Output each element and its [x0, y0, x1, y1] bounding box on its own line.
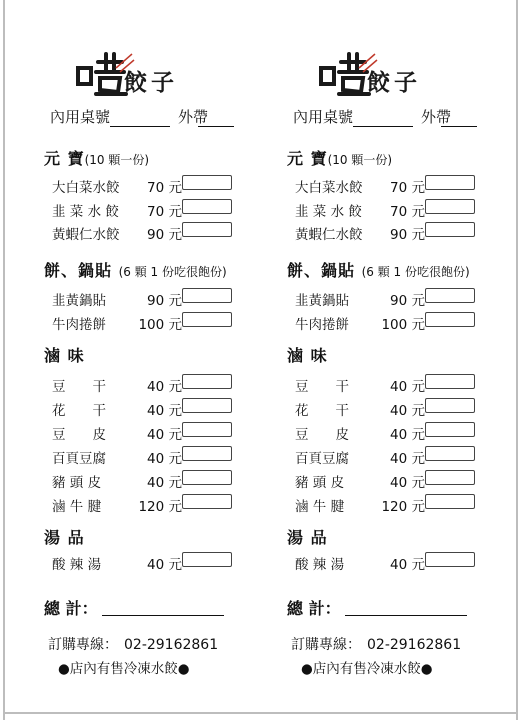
item-name: 滷 牛 腱 — [295, 499, 345, 515]
frozen-dumplings-note: ●店內有售冷凍水餃● — [58, 661, 190, 677]
table-number-field[interactable] — [353, 126, 413, 127]
item-name: 百頁豆腐 — [295, 451, 349, 467]
item-price: 40 元 — [147, 403, 182, 419]
total-label: 總 計： — [44, 599, 98, 618]
quantity-box[interactable] — [182, 398, 232, 413]
menu-row — [283, 198, 522, 218]
section-title-soup: 湯 品 — [44, 528, 85, 547]
quantity-box[interactable] — [182, 199, 232, 214]
item-name: 滷 牛 腱 — [52, 499, 102, 515]
section-title-soup: 湯 品 — [287, 528, 328, 547]
item-name: 豬 頭 皮 — [52, 475, 102, 491]
item-name: 酸 辣 湯 — [295, 557, 345, 573]
item-price: 40 元 — [390, 403, 425, 419]
menu-row — [40, 397, 280, 417]
section-title-bing: 餅、鍋貼 (6 顆 1 份吃很飽份) — [44, 261, 227, 280]
shop-logo — [319, 50, 459, 100]
menu-row — [40, 373, 280, 393]
order-hotline — [291, 634, 461, 654]
menu-row — [283, 311, 522, 331]
item-price: 70 元 — [147, 180, 182, 196]
takeout-label: 外帶 — [178, 108, 209, 126]
quantity-box[interactable] — [182, 552, 232, 567]
page-border-bottom — [3, 712, 518, 714]
quantity-box[interactable] — [425, 552, 475, 567]
quantity-box[interactable] — [425, 288, 475, 303]
item-name: 花 干 — [295, 403, 349, 419]
quantity-box[interactable] — [182, 175, 232, 190]
logo-text: 餃子 — [367, 70, 421, 96]
menu-row — [283, 445, 522, 465]
order-hotline — [48, 634, 218, 654]
menu-row — [40, 287, 280, 307]
menu-row — [283, 174, 522, 194]
hotline-number: 02-29162861 — [367, 637, 462, 653]
section-title-yuanbao: 元 寶(10 顆一份) — [287, 149, 393, 168]
item-price: 40 元 — [147, 451, 182, 467]
quantity-box[interactable] — [182, 288, 232, 303]
quantity-box[interactable] — [182, 422, 232, 437]
item-price: 120 元 — [138, 499, 182, 515]
menu-row — [283, 221, 522, 241]
item-name: 韭 菜 水 餃 — [52, 204, 119, 220]
quantity-box[interactable] — [425, 446, 475, 461]
item-name: 牛肉捲餅 — [52, 317, 106, 333]
hotline-label: 訂購專線： — [291, 637, 361, 653]
item-name: 黃蝦仁水餃 — [52, 227, 120, 243]
table-number-field[interactable] — [110, 126, 170, 127]
quantity-box[interactable] — [425, 374, 475, 389]
takeout-label: 外帶 — [421, 108, 452, 126]
menu-row — [40, 445, 280, 465]
item-price: 90 元 — [390, 227, 425, 243]
item-name: 韭黃鍋貼 — [295, 293, 349, 309]
item-name: 酸 辣 湯 — [52, 557, 102, 573]
takeout-field[interactable] — [198, 126, 234, 127]
quantity-box[interactable] — [182, 494, 232, 509]
menu-row — [40, 469, 280, 489]
quantity-box[interactable] — [425, 199, 475, 214]
menu-row — [40, 551, 280, 571]
hotline-label: 訂購專線： — [48, 637, 118, 653]
item-price: 90 元 — [390, 293, 425, 309]
quantity-box[interactable] — [425, 312, 475, 327]
item-price: 90 元 — [147, 293, 182, 309]
quantity-box[interactable] — [425, 398, 475, 413]
menu-row — [283, 397, 522, 417]
quantity-box[interactable] — [425, 175, 475, 190]
item-price: 70 元 — [390, 204, 425, 220]
quantity-box[interactable] — [425, 422, 475, 437]
dine-in-label: 內用桌號 — [293, 108, 354, 126]
item-price: 100 元 — [381, 317, 425, 333]
item-name: 黃蝦仁水餃 — [295, 227, 363, 243]
item-price: 40 元 — [390, 451, 425, 467]
section-title-luwei: 滷 味 — [44, 346, 85, 365]
dine-in-label: 內用桌號 — [50, 108, 111, 126]
item-name: 豆 干 — [52, 379, 106, 395]
item-name: 大白菜水餃 — [52, 180, 120, 196]
order-form-left — [40, 0, 280, 710]
item-name: 豆 干 — [295, 379, 349, 395]
item-name: 大白菜水餃 — [295, 180, 363, 196]
quantity-box[interactable] — [425, 470, 475, 485]
item-price: 40 元 — [390, 557, 425, 573]
menu-row — [40, 221, 280, 241]
item-name: 韭黃鍋貼 — [52, 293, 106, 309]
item-price: 90 元 — [147, 227, 182, 243]
page-border-left — [3, 0, 5, 720]
menu-row — [283, 469, 522, 489]
menu-row — [283, 287, 522, 307]
shop-logo — [76, 50, 216, 100]
section-title-bing: 餅、鍋貼 (6 顆 1 份吃很飽份) — [287, 261, 470, 280]
menu-row — [283, 493, 522, 513]
menu-row — [40, 421, 280, 441]
item-price: 40 元 — [147, 557, 182, 573]
quantity-box[interactable] — [182, 470, 232, 485]
menu-row — [40, 311, 280, 331]
item-name: 花 干 — [52, 403, 106, 419]
item-price: 40 元 — [147, 475, 182, 491]
item-name: 百頁豆腐 — [52, 451, 106, 467]
quantity-box[interactable] — [425, 222, 475, 237]
quantity-box[interactable] — [425, 494, 475, 509]
total-field[interactable] — [102, 615, 224, 616]
item-name: 豆 皮 — [295, 427, 349, 443]
item-price: 40 元 — [390, 427, 425, 443]
takeout-field[interactable] — [441, 126, 477, 127]
menu-row — [283, 373, 522, 393]
quantity-box[interactable] — [182, 222, 232, 237]
menu-row — [40, 174, 280, 194]
item-price: 100 元 — [138, 317, 182, 333]
total-label: 總 計： — [287, 599, 341, 618]
item-price: 70 元 — [147, 204, 182, 220]
hotline-number: 02-29162861 — [124, 637, 219, 653]
frozen-dumplings-note: ●店內有售冷凍水餃● — [301, 661, 433, 677]
item-name: 韭 菜 水 餃 — [295, 204, 362, 220]
section-title-luwei: 滷 味 — [287, 346, 328, 365]
order-form-right — [283, 0, 522, 710]
menu-row — [40, 198, 280, 218]
quantity-box[interactable] — [182, 312, 232, 327]
total-field[interactable] — [345, 615, 467, 616]
item-name: 豆 皮 — [52, 427, 106, 443]
item-price: 120 元 — [381, 499, 425, 515]
item-name: 牛肉捲餅 — [295, 317, 349, 333]
menu-row — [40, 493, 280, 513]
item-price: 40 元 — [147, 427, 182, 443]
quantity-box[interactable] — [182, 374, 232, 389]
item-price: 40 元 — [390, 379, 425, 395]
menu-row — [283, 551, 522, 571]
quantity-box[interactable] — [182, 446, 232, 461]
menu-row — [283, 421, 522, 441]
item-price: 70 元 — [390, 180, 425, 196]
item-name: 豬 頭 皮 — [295, 475, 345, 491]
section-title-yuanbao: 元 寶(10 顆一份) — [44, 149, 150, 168]
item-price: 40 元 — [147, 379, 182, 395]
logo-text: 餃子 — [124, 70, 178, 96]
item-price: 40 元 — [390, 475, 425, 491]
